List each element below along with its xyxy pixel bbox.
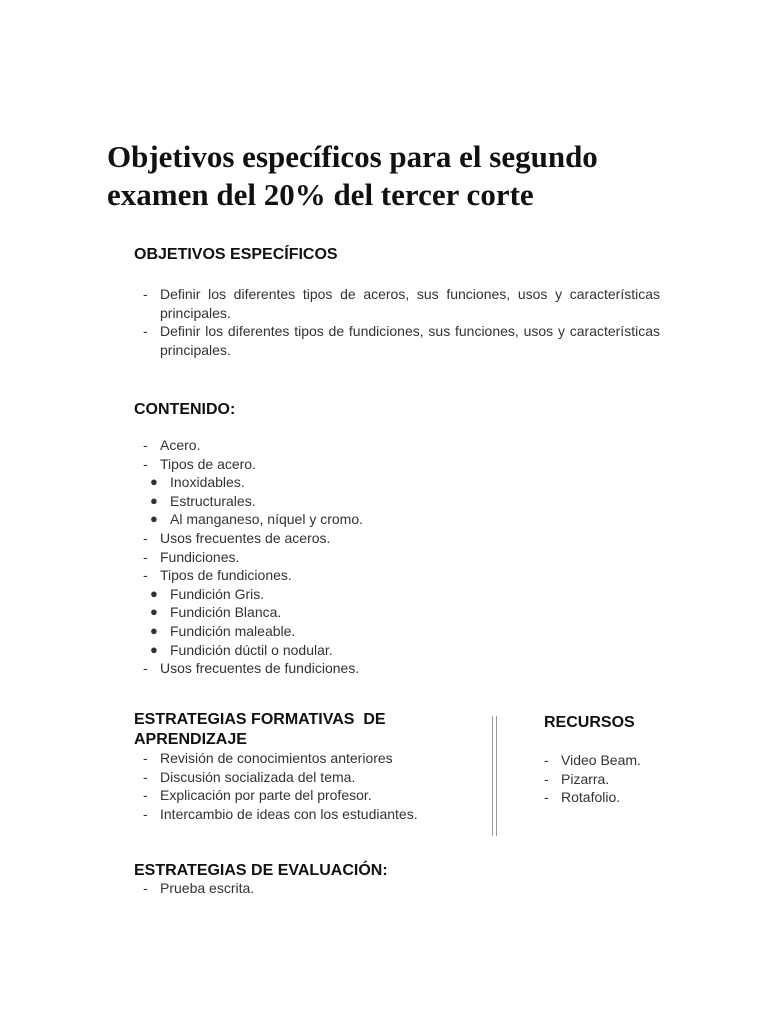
heading-line-1: ESTRATEGIAS FORMATIVAS DE [134, 711, 386, 728]
sublist-item [134, 603, 660, 622]
sublist-item-text: Fundición maleable. [170, 622, 296, 639]
list-item [134, 786, 474, 805]
sublist-item [134, 510, 660, 529]
sublist-item [134, 492, 660, 511]
dash-marker: - [143, 880, 148, 896]
list-item [134, 322, 660, 359]
dash-marker: - [143, 660, 148, 677]
list-item [134, 529, 660, 548]
dash-marker: - [143, 768, 148, 785]
list-item [134, 749, 474, 768]
list-item-text: Tipos de acero. [160, 455, 256, 472]
list-item-text: Intercambio de ideas con los estudiantes. [160, 805, 418, 822]
list-item-text: Revisión de conocimientos anteriores [160, 750, 393, 766]
dash-marker: - [544, 770, 549, 787]
contenido-list [134, 436, 660, 678]
evaluacion-list [134, 879, 534, 898]
list-item [134, 455, 660, 474]
dash-marker: - [143, 567, 148, 584]
list-item-text: Definir los diferentes tipos de fundiciones, sus funciones, usos y características principales. [160, 323, 660, 358]
dash-marker: - [143, 323, 148, 340]
list-item [134, 548, 660, 567]
dash-marker: - [143, 529, 148, 546]
list-item-text: Discusión socializada del tema. [160, 768, 356, 785]
objetivos-heading: OBJETIVOS ESPECÍFICOS [134, 246, 338, 263]
list-item [535, 770, 735, 789]
heading-line-2: APRENDIZAJE [134, 731, 247, 748]
list-item-text: Tipos de fundiciones. [160, 567, 292, 584]
list-item-text: Definir los diferentes tipos de aceros, sus funciones, usos y características principales. [160, 286, 660, 321]
list-item-text: Explicación por parte del profesor. [160, 787, 372, 804]
recursos-list [535, 751, 735, 807]
dash-marker: - [143, 787, 148, 804]
list-item-text: Video Beam. [561, 752, 641, 768]
dash-marker: - [143, 548, 148, 565]
dash-marker: - [143, 750, 148, 766]
contenido-heading: CONTENIDO: [134, 401, 236, 418]
bullet-marker: ● [150, 492, 158, 508]
bullet-marker: ● [150, 474, 158, 490]
list-item [535, 751, 735, 770]
list-item-text: Acero. [160, 437, 201, 453]
sublist-item-text: Fundición Blanca. [170, 604, 282, 621]
title-line-2: examen del 20% del tercer corte [107, 177, 534, 212]
list-item [134, 659, 660, 678]
sublist-item [134, 641, 660, 660]
list-item [134, 768, 474, 787]
list-item [134, 566, 660, 585]
list-item [134, 879, 534, 898]
sublist-item [134, 585, 660, 604]
dash-marker: - [544, 752, 549, 768]
list-item-text: Prueba escrita. [160, 880, 255, 896]
sublist-item-text: Inoxidables. [170, 474, 245, 491]
sublist-item-text: Estructurales. [170, 492, 256, 509]
dash-marker: - [544, 789, 549, 806]
dash-marker: - [143, 805, 148, 822]
list-item [535, 788, 735, 807]
objetivos-list [134, 285, 660, 359]
column-divider [492, 716, 497, 836]
list-item-text: Pizarra. [561, 770, 610, 787]
title-line-1: Objetivos específicos para el segundo [107, 139, 598, 174]
list-item [134, 436, 660, 455]
bullet-marker: ● [150, 604, 158, 620]
sublist-item [134, 622, 660, 641]
estrategias-formativas-heading [134, 710, 386, 750]
sublist-container [134, 473, 660, 529]
bullet-marker: ● [150, 511, 158, 527]
tipos-acero-sublist [134, 473, 660, 529]
sublist-item-text: Al manganeso, níquel y cromo. [170, 511, 363, 528]
sublist-item [134, 473, 660, 492]
bullet-marker: ● [150, 585, 158, 601]
dash-marker: - [143, 455, 148, 472]
sublist-container [134, 585, 660, 659]
page-title [107, 138, 707, 214]
list-item-text: Rotafolio. [561, 789, 621, 806]
estrategias-formativas-list [134, 749, 474, 823]
list-item-text: Fundiciones. [160, 548, 240, 565]
list-item [134, 805, 474, 824]
list-item-text: Usos frecuentes de aceros. [160, 529, 331, 546]
list-item-text: Usos frecuentes de fundiciones. [160, 660, 360, 677]
bullet-marker: ● [150, 641, 158, 657]
recursos-heading: RECURSOS [544, 714, 635, 731]
dash-marker: - [143, 286, 148, 302]
dash-marker: - [143, 437, 148, 453]
evaluacion-heading: ESTRATEGIAS DE EVALUACIÓN: [134, 862, 388, 879]
sublist-item-text: Fundición dúctil o nodular. [170, 641, 333, 658]
sublist-item-text: Fundición Gris. [170, 585, 265, 602]
tipos-fundiciones-sublist [134, 585, 660, 659]
bullet-marker: ● [150, 622, 158, 638]
list-item [134, 285, 660, 322]
